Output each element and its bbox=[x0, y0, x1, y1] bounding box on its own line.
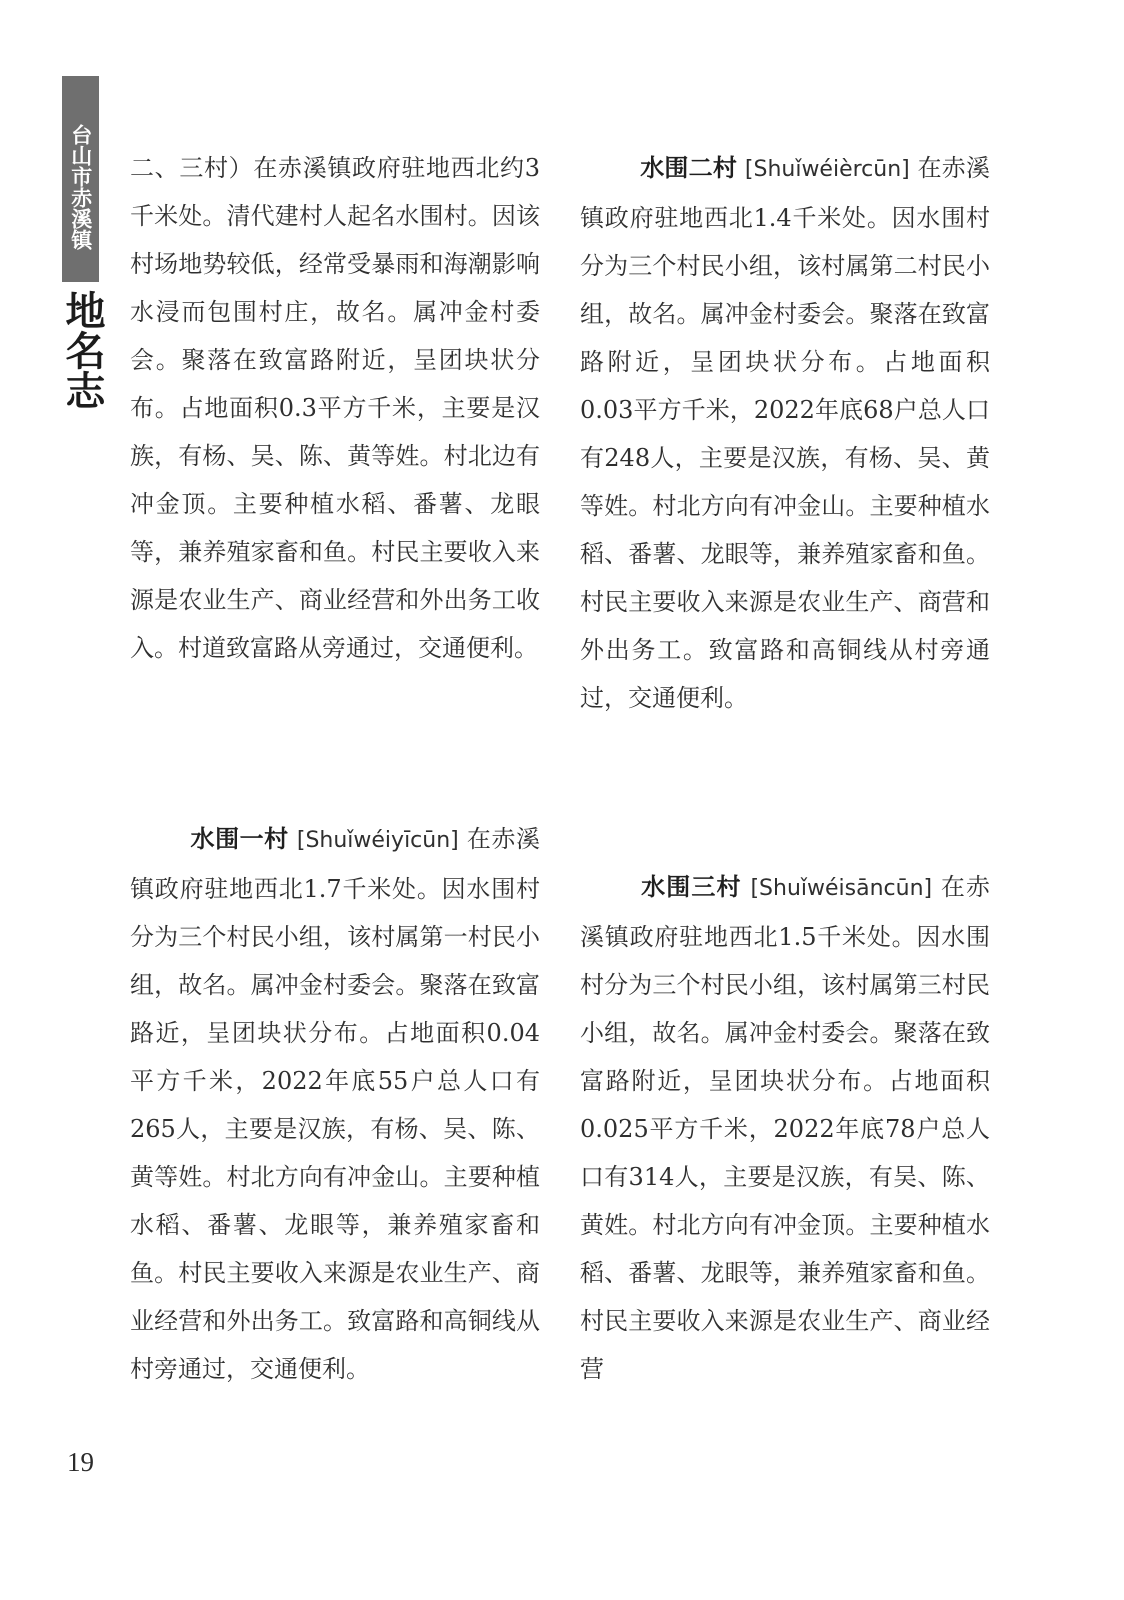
book-title-tab bbox=[62, 76, 99, 282]
section-title: 地名志 bbox=[59, 290, 105, 410]
entry-body: 在赤溪镇政府驻地西北1.7千米处。因水围村分为三个村民小组，该村属第一村民小组，故名。属冲金村委会。聚落在致富路近，呈团块状分布。占地面积0.04平方千米，2022年底55户总人口有265人，主要是汉族，有杨、吴、陈、黄等姓。村北方向有冲金山。主要种植水稻、番薯、龙眼等，兼养殖家畜和鱼。村民主要收入来源是农业生产、商业经营和外出务工。致富路和高铜线从村旁通过，交通便利。 bbox=[130, 825, 540, 1383]
entry-shuiwei-sancun bbox=[580, 863, 990, 1393]
continued-paragraph: 二、三村）在赤溪镇政府驻地西北约3千米处。清代建村人起名水围村。因该村场地势较低，经常受暴雨和海潮影响水浸而包围村庄，故名。属冲金村委会。聚落在致富路附近，呈团块状分布。占地面积0.3平方千米，主要是汉族，有杨、吴、陈、黄等姓。村北边有冲金顶。主要种植水稻、番薯、龙眼等，兼养殖家畜和鱼。村民主要收入来源是农业生产、商业经营和外出务工收入。村道致富路从旁通过，交通便利。 bbox=[130, 154, 540, 662]
entry-shuiwei-ercun bbox=[580, 144, 990, 722]
entry-name: 水围一村 bbox=[190, 824, 289, 853]
page-number: 19 bbox=[67, 1447, 94, 1477]
book-title: 台山市赤溪镇 bbox=[68, 124, 94, 250]
entry-pinyin: [Shuǐwéisāncūn] bbox=[750, 876, 933, 901]
entry-pinyin: [Shuǐwéiyīcūn] bbox=[296, 828, 459, 853]
entry-body: 在赤溪镇政府驻地西北1.5千米处。因水围村分为三个村民小组，该村属第三村民小组，故名。属冲金村委会。聚落在致富路附近，呈团块状分布。占地面积0.025平方千米，2022年底78户总人口有314人，主要是汉族，有吴、陈、黄姓。村北方向有冲金顶。主要种植水稻、番薯、龙眼等，兼养殖家畜和鱼。村民主要收入来源是农业生产、商业经营 bbox=[580, 873, 990, 1383]
entry-name: 水围二村 bbox=[640, 153, 738, 182]
entry-body: 在赤溪镇政府驻地西北1.4千米处。因水围村分为三个村民小组，该村属第二村民小组，故名。属冲金村委会。聚落在致富路附近，呈团块状分布。占地面积0.03平方千米，2022年底68户总人口有248人，主要是汉族，有杨、吴、黄等姓。村北方向有冲金山。主要种植水稻、番薯、龙眼等，兼养殖家畜和鱼。村民主要收入来源是农业生产、商营和外出务工。致富路和高铜线从村旁通过，交通便利。 bbox=[580, 154, 991, 712]
entry-pinyin: [Shuǐwéièrcūn] bbox=[744, 157, 910, 182]
entry-name: 水围三村 bbox=[640, 872, 742, 901]
entry-shuiwei-yicun bbox=[130, 815, 540, 1393]
